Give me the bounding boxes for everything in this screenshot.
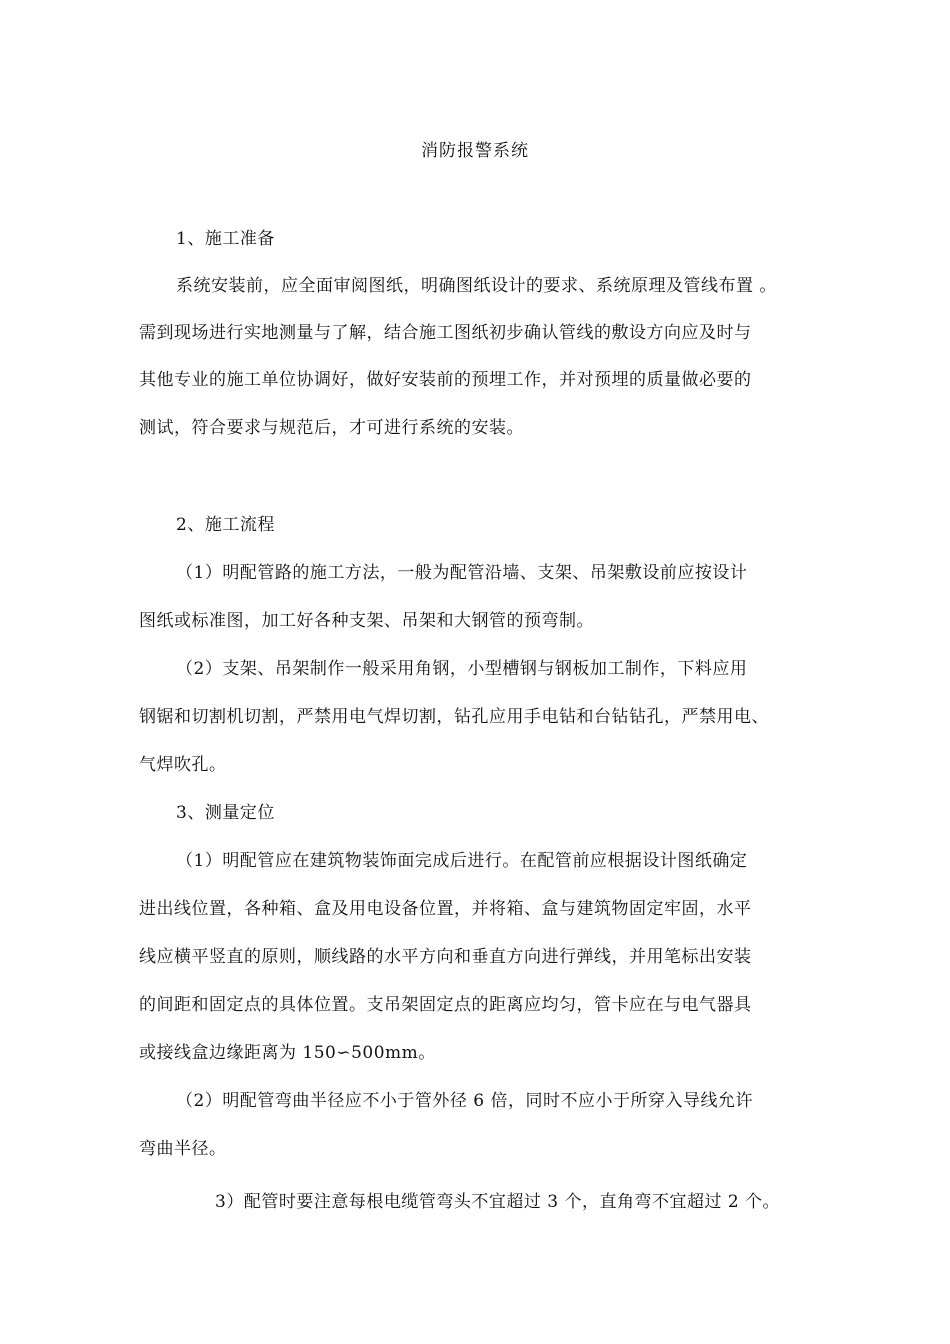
paragraph-line: 系统安装前，应全面审阅图纸，明确图纸设计的要求、系统原理及管线布置 。 xyxy=(176,276,777,296)
section-3-heading: 3、测量定位 xyxy=(176,803,275,823)
paragraph-line: 测试，符合要求与规范后，才可进行系统的安装。 xyxy=(139,418,524,438)
paragraph-line: 或接线盒边缘距离为 150∽500mm。 xyxy=(139,1043,436,1063)
paragraph-line: 气焊吹孔。 xyxy=(139,755,227,775)
paragraph-line: （1）明配管路的施工方法，一般为配管沿墙、支架、吊架敷设前应按设计 xyxy=(176,563,748,583)
paragraph-line: 其他专业的施工单位协调好，做好安装前的预埋工作，并对预埋的质量做必要的 xyxy=(139,370,752,390)
paragraph-line: 钢锯和切割机切割，严禁用电气焊切割，钻孔应用手电钻和台钻钻孔，严禁用电、 xyxy=(139,707,769,727)
paragraph-line: （1）明配管应在建筑物装饰面完成后进行。在配管前应根据设计图纸确定 xyxy=(176,851,748,871)
document-title: 消防报警系统 xyxy=(421,141,529,161)
section-1-heading: 1、施工准备 xyxy=(176,229,275,249)
paragraph-line: （2）明配管弯曲半径应不小于管外径 6 倍，同时不应小于所穿入导线允许 xyxy=(176,1091,753,1111)
paragraph-line: （2）支架、吊架制作一般采用角钢，小型槽钢与钢板加工制作，下料应用 xyxy=(176,659,748,679)
section-2-heading: 2、施工流程 xyxy=(176,515,275,535)
paragraph-line: 弯曲半径。 xyxy=(139,1139,227,1159)
paragraph-line: 图纸或标准图，加工好各种支架、吊架和大钢管的预弯制。 xyxy=(139,611,594,631)
paragraph-line: 线应横平竖直的原则，顺线路的水平方向和垂直方向进行弹线，并用笔标出安装 xyxy=(139,947,752,967)
paragraph-line: 3）配管时要注意每根电缆管弯头不宜超过 3 个，直角弯不宜超过 2 个。 xyxy=(215,1192,781,1212)
paragraph-line: 需到现场进行实地测量与了解，结合施工图纸初步确认管线的敷设方向应及时与 xyxy=(139,323,752,343)
paragraph-line: 进出线位置，各种箱、盒及用电设备位置，并将箱、盒与建筑物固定牢固，水平 xyxy=(139,899,752,919)
paragraph-line: 的间距和固定点的具体位置。支吊架固定点的距离应均匀，管卡应在与电气器具 xyxy=(139,995,752,1015)
